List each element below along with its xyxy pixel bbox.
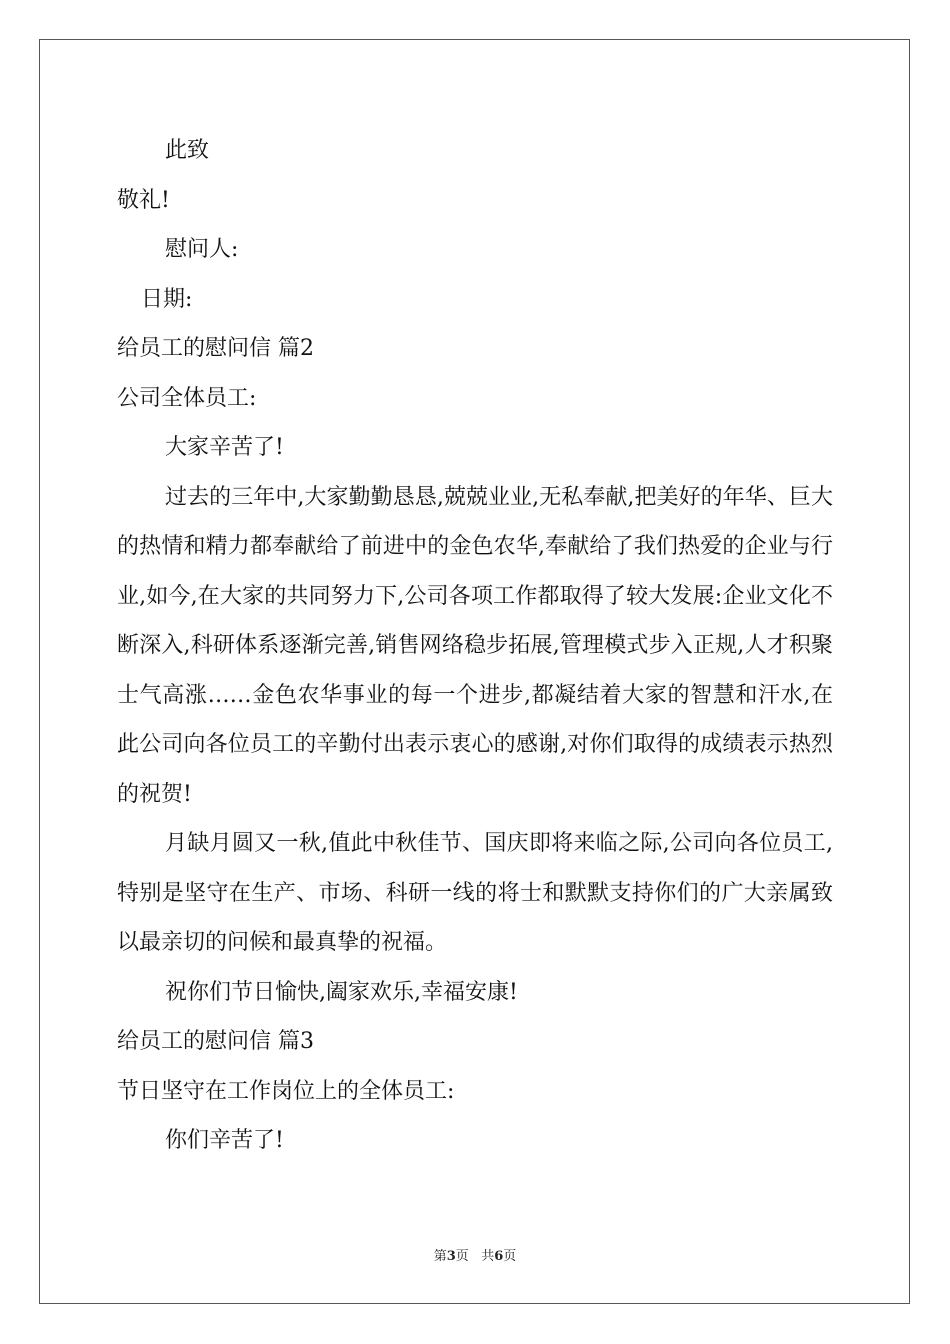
total-pages: 6 [494,1249,504,1264]
body-paragraph-2: 月缺月圆又一秋,值此中秋佳节、国庆即将来临之际,公司向各位员工,特别是坚守在生产、市场、科研一线的将士和默默支持你们的广大亲属致以最亲切的问候和最真挚的祝福。 [117,831,833,955]
greeting-3: 你们辛苦了! [165,1128,284,1153]
salute-line: 敬礼! [117,187,170,213]
section-heading-2: 给员工的慰问信 篇2 [117,336,314,361]
page-prefix: 第 [433,1249,447,1264]
total-suffix: 页 [503,1249,517,1264]
salutation-2: 公司全体员工: [117,385,257,411]
section-heading-3: 给员工的慰问信 篇3 [117,1029,314,1054]
date-line: 日期: [141,286,193,312]
wishes-line: 祝你们节日愉快,阖家欢乐,幸福安康! [165,979,518,1005]
body-paragraph-1: 过去的三年中,大家勤勤恳恳,兢兢业业,无私奉献,把美好的年华、巨大的热情和精力都奉献给了前进中的金色农华,奉献给了我们热爱的企业与行业,如今,在大家的共同努力下,公司各项工作都取得了较大发展:企业文化不断深入,科研体系逐渐完善,销售网络稳步拓展,管理模式步入正规,人才积聚士气高涨……金色农华事业的每一个进步,都凝结着大家的智慧和汗水,在此公司向各位员工的辛勤付出表示衷心的感谢,对你们取得的成绩表示热烈的祝贺! [117,484,833,807]
document-body [117,126,833,1166]
total-prefix: 共 [481,1249,495,1264]
salutation-3: 节日坚守在工作岗位上的全体员工: [117,1078,455,1104]
page-footer [0,1245,950,1264]
greeting-2: 大家辛苦了! [165,435,284,460]
page-number: 3 [446,1249,456,1264]
sender-line: 慰问人: [165,237,239,262]
closing-line: 此致 [165,138,210,163]
page-suffix: 页 [455,1249,469,1264]
